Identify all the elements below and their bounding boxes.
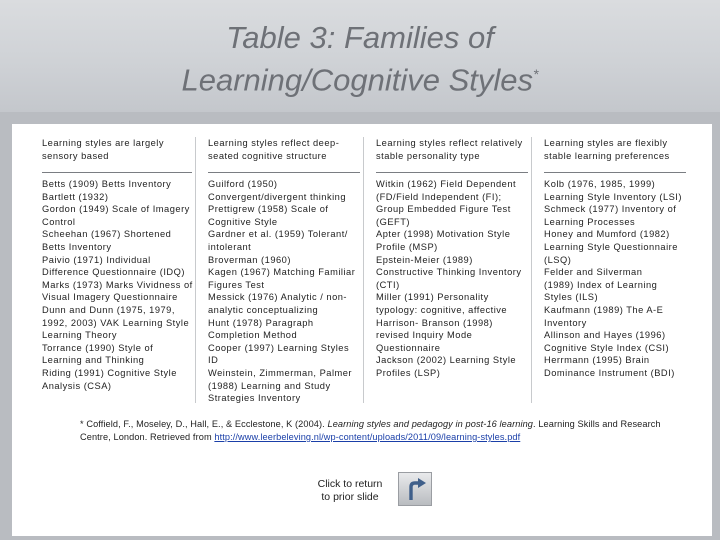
list-item: Styles (ILS) [544,292,599,303]
column-header [208,137,360,169]
list-item: Completion Method [208,330,298,341]
list-item: Cognitive Style [208,216,278,227]
return-arrow-icon [405,478,427,502]
list-item: Kolb (1976, 1985, 1999) [544,179,656,189]
column-header-line-2: sensory based [42,150,109,161]
list-item: Miller (1991) Personality [376,292,489,303]
title-line-2 [0,56,720,98]
list-item: Felder and Silverman [544,267,643,278]
column-header-line-1: Learning styles are largely [42,138,165,148]
header-rule [376,172,528,173]
list-item: Bartlett (1932) [42,191,109,202]
column-header-line-1: Learning styles reflect deep- [208,138,340,148]
list-item: Cognitive Style Index (CSI) [544,342,670,353]
return-label-line-1: Click to return [317,478,383,490]
table-column-cognitive-structure [196,137,364,405]
list-item: ID [208,355,219,366]
column-items [208,178,360,405]
list-item: Riding (1991) Cognitive Style [42,367,177,378]
title-line-1: Table 3: Families of [226,20,494,55]
list-item: Profile (MSP) [376,241,438,252]
list-item: Difference Questionnaire (IDQ) [42,267,185,278]
list-item: Constructive Thinking Inventory [376,267,522,278]
return-to-prior-slide-button[interactable] [398,472,432,506]
list-item: intolerant [208,241,252,252]
header-rule [42,172,192,173]
list-item: (1988) Learning and Study [208,380,331,391]
list-item: Allinson and Hayes (1996) [544,330,666,341]
list-item: typology: cognitive, affective [376,304,508,315]
list-item: Learning Style Questionnaire [544,241,678,252]
list-item: Cooper (1997) Learning Styles [208,342,350,353]
column-header-line-2: stable learning preferences [544,150,670,161]
column-items [376,178,528,380]
citation-authors: * Coffield, F., Moseley, D., Hall, E., & Ecclestone, K (2004). [80,419,328,429]
list-item: Torrance (1990) Style of [42,342,154,353]
list-item: (LSQ) [544,254,572,265]
table-column-learning-preferences [532,137,690,405]
citation-link[interactable]: http://www.leerbeleving.nl/wp-content/uploads/2011/09/learning-styles.pdf [214,432,521,442]
list-item: Learning and Thinking [42,355,145,366]
list-item: Convergent/divergent thinking [208,191,347,202]
list-item: Control [42,216,76,227]
list-item: Visual Imagery Questionnaire [42,292,178,303]
header-rule [208,172,360,173]
list-item: Betts Inventory [42,241,112,252]
list-item: Weinstein, Zimmerman, Palmer [208,367,353,378]
list-item: Dominance Instrument (BDI) [544,367,675,378]
column-header-line-2: stable personality type [376,150,481,161]
list-item: Group Embedded Figure Test [376,204,511,215]
list-item: Gordon (1949) Scale of Imagery [42,204,190,215]
styles-table [30,137,690,405]
list-item: Prettigrew (1958) Scale of [208,204,329,215]
list-item: Honey and Mumford (1982) [544,229,670,240]
list-item: Kagen (1967) Matching Familiar [208,267,356,278]
slide-title [0,20,720,98]
citation-footnote [80,418,680,444]
list-item: Witkin (1962) Field Dependent [376,179,517,189]
list-item: (CTI) [376,279,400,290]
list-item: Harrison- Branson (1998) [376,317,493,328]
table-column-sensory [30,137,196,405]
list-item: Hunt (1978) Paragraph [208,317,314,328]
list-item: Gardner et al. (1959) Tolerant/ [208,229,348,240]
citation-title: Learning styles and pedagogy in post-16 learning [327,419,534,429]
return-label-line-2: to prior slide [321,491,379,503]
list-item: Epstein-Meier (1989) [376,254,473,265]
title-line-2-text: Learning/Cognitive Styles [181,62,534,98]
header-rule [544,172,686,173]
list-item: Dunn and Dunn (1975, 1979, [42,304,175,315]
list-item: Kaufmann (1989) The A-E [544,304,664,315]
list-item: analytic conceptualizing [208,304,319,315]
column-header [42,137,192,169]
list-item: 1992, 2003) VAK Learning Style [42,317,190,328]
title-footnote-marker: * [533,66,539,82]
list-item: Figures Test [208,279,265,290]
list-item: Questionnaire [376,342,441,353]
column-header-line-1: Learning styles are flexibly [544,138,668,148]
list-item: Inventory [544,317,587,328]
list-item: Paivio (1971) Individual [42,254,151,265]
list-item: Jackson (2002) Learning Style [376,355,517,366]
column-header-line-1: Learning styles reflect relatively [376,138,523,148]
column-header-line-2: seated cognitive structure [208,150,327,161]
list-item: Apter (1998) Motivation Style [376,229,511,240]
list-item: Broverman (1960) [208,254,291,265]
table-column-personality-type [364,137,532,405]
list-item: Herrmann (1995) Brain [544,355,650,366]
list-item: Messick (1976) Analytic / non- [208,292,348,303]
list-item: Guilford (1950) [208,179,278,189]
citation-publisher: . Learning Skills and Research Centre, London. Retrieved from [80,419,661,442]
list-item: Betts (1909) Betts Inventory [42,179,172,189]
list-item: Learning Style Inventory (LSI) [544,191,682,202]
list-item: Schmeck (1977) Inventory of [544,204,677,215]
list-item: Strategies Inventory [208,393,301,404]
list-item: (FD/Field Independent (FI); [376,191,502,202]
column-header [544,137,686,169]
list-item: Learning Processes [544,216,636,227]
list-item: revised Inquiry Mode [376,330,473,341]
list-item: Analysis (CSA) [42,380,112,391]
list-item: (1989) Index of Learning [544,279,658,290]
list-item: (GEFT) [376,216,410,227]
list-item: Learning Theory [42,330,118,341]
list-item: Profiles (LSP) [376,367,441,378]
column-items [42,178,192,392]
return-label [305,478,395,504]
list-item: Scheehan (1967) Shortened [42,229,172,240]
list-item: Marks (1973) Marks Vividness of [42,279,193,290]
column-items [544,178,686,380]
column-header [376,137,528,169]
